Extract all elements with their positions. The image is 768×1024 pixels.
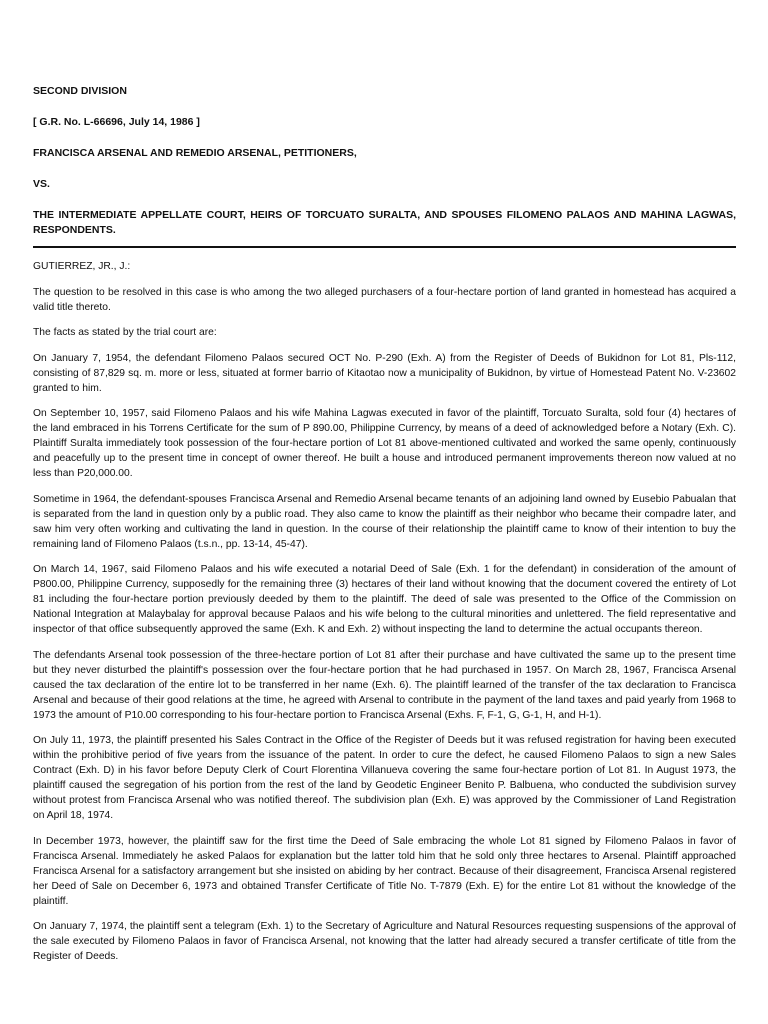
ponente-line: GUTIERREZ, JR., J.: — [33, 261, 131, 272]
paragraph: On January 7, 1954, the defendant Filomeno Palaos secured OCT No. P-290 (Exh. A) from the Register of Deeds of Bukidnon for Lot 81, Pls-112, consisting of 87,829 sq. m. more or less, situated at former barrio of Kitaotao now a municipality of Bukidnon, by virtue of Homestead Patent No. V-23602 granted to him. — [33, 352, 736, 394]
respondents-line: THE INTERMEDIATE APPELLATE COURT, HEIRS OF TORCUATO SURALTA, AND SPOUSES FILOMENO PALAOS AND MAHINA LAGWAS, RESPONDENTS. — [33, 209, 736, 236]
header-divider — [33, 246, 736, 248]
document-content — [33, 84, 736, 975]
paragraph: On March 14, 1967, said Filomeno Palaos and his wife executed a notarial Deed of Sale (Exh. 1 for the defendant) in consideration of the amount of P800.00, Philippine Currency, supposedly for the remaining three (3) hectares of their land without knowing that the document covered the entirety of Lot 81 including the four-hectare portion previously deeded by them to the plaintiff. The deed of sale was presented to the Office of the Commission on National Integration at Malaybalay for approval because Palaos and his wife belong to the cultural minorities and unlettered. The field representative and inspector of that office subsequently approved the same (Exh. K and Exh. 2) without inspecting the land to determine the actual occupants thereon. — [33, 564, 736, 635]
paragraph: Sometime in 1964, the defendant-spouses Francisca Arsenal and Remedio Arsenal became tenants of an adjoining land owned by Eusebio Pabualan that is separated from the land in question only by a public road. They also came to know the plaintiff as their neighbor who became their compadre later, and saw him very often working and cultivating the land in question. In the course of their relationship the plaintiff came to know of their intention to buy the remaining land of Filomeno Palaos (t.s.n., pp. 13-14, 45-47). — [33, 493, 736, 550]
paragraph: On September 10, 1957, said Filomeno Palaos and his wife Mahina Lagwas executed in favor of the plaintiff, Torcuato Suralta, sold four (4) hectares of the land embraced in his Torrens Certificate for the sum of P 890.00, Philippine Currency, by means of a deed of acknowledged before a Notary (Exh. C). Plaintiff Suralta immediately took possession of the four-hectare portion of Lot 81 above-mentioned cultivated and worked the same openly, continuously and peacefully up to the present time in concept of owner thereof. He built a house and introduced permanent improvements thereon now valued at no less than P20,000.00. — [33, 408, 736, 479]
paragraph: On January 7, 1974, the plaintiff sent a telegram (Exh. 1) to the Secretary of Agriculture and Natural Resources requesting suspensions of the approval of the sale executed by Filomeno Palaos in favor of Francisca Arsenal, not knowing that the latter had already secured a transfer certificate of title from the Register of Deeds. — [33, 921, 736, 962]
versus-line: VS. — [33, 178, 50, 190]
paragraph: The facts as stated by the trial court are: — [33, 327, 217, 338]
division-heading: SECOND DIVISION — [33, 85, 127, 97]
case-number: [ G.R. No. L-66696, July 14, 1986 ] — [33, 116, 200, 128]
paragraph: In December 1973, however, the plaintiff saw for the first time the Deed of Sale embracing the whole Lot 81 signed by Filomeno Palaos in favor of Francisca Arsenal. Immediately he asked Palaos for explanation but the latter told him that he sold only three hectares to Arsenal. Plaintiff approached Francisca Arsenal for a satisfactory arrangement but she insisted on abiding by her contract. Because of their disagreement, Francisca Arsenal registered her Deed of Sale on December 6, 1973 and obtained Transfer Certificate of Title No. T-7879 (Exh. E) for the entire Lot 81 without the knowledge of the plaintiff. — [33, 835, 736, 907]
paragraph: The question to be resolved in this case is who among the two alleged purchasers of a four-hectare portion of land granted in homestead has acquired a valid title thereto. — [33, 286, 736, 313]
paragraph: The defendants Arsenal took possession of the three-hectare portion of Lot 81 after their purchase and have cultivated the same up to the present time but they never disturbed the plaintiff's possession over the four-hectare portion that he had purchased in 1957. On March 28, 1967, Francisca Arsenal caused the tax declaration of the entire lot to be transferred in her name (Exh. 6). The plaintiff learned of the transfer of the tax declaration to Francisca Arsenal and because of their good relations at the time, he agreed with Arsenal to contribute in the payment of the land taxes and paid yearly from 1968 to 1973 the amount of P10.00 corresponding to his four-hectare portion to Francisca Arsenal (Exhs. F, F-1, G, G-1, H, and H-1). — [33, 649, 736, 721]
paragraph: On July 11, 1973, the plaintiff presented his Sales Contract in the Office of the Register of Deeds but it was refused registration for having been executed within the prohibitive period of five years from the issuance of the patent. In order to cure the defect, he caused Filomeno Palaos to sign a new Sales Contract (Exh. D) in his favor before Deputy Clerk of Court Florentina Villanueva covering the same four-hectare portion of Lot 81. In August 1973, the plaintiff caused the segregation of his portion from the rest of the land by Geodetic Engineer Benito P. Balbuena, who conducted the subdivision survey without protest from Francisca Arsenal who was notified thereof. The subdivision plan (Exh. E) was approved by the Commissioner of Land Registration on April 18, 1974. — [33, 735, 736, 821]
petitioners-line: FRANCISCA ARSENAL AND REMEDIO ARSENAL, PETITIONERS, — [33, 147, 357, 159]
